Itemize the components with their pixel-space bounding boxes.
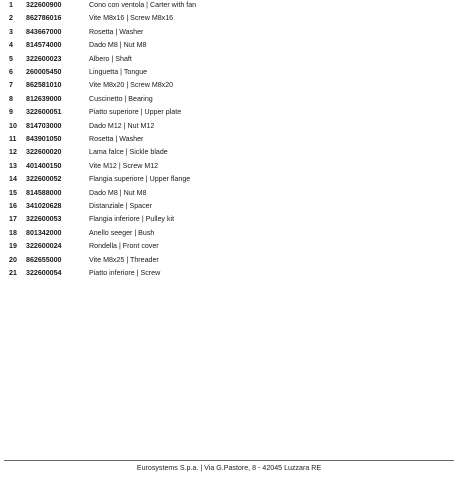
part-description: Piatto superiore | Upper plate — [89, 108, 182, 117]
part-number: 16 — [9, 202, 17, 210]
part-number: 2 — [9, 14, 13, 23]
part-number: 3 — [9, 27, 13, 36]
part-number: 19 — [9, 242, 17, 251]
part-description: Flangia inferiore | Pulley kit — [89, 215, 175, 224]
part-number: 6 — [9, 68, 13, 76]
footer-divider — [4, 460, 454, 461]
footer-company-address: Eurosystems S.p.a. | Via G.Pastore, 8 - 42045 Luzzara RE — [136, 464, 322, 472]
part-description: Distanziale | Spacer — [89, 202, 152, 210]
part-description: Dado M12 | Nut M12 — [89, 121, 155, 130]
part-code: 322600900 — [26, 1, 62, 9]
part-code: 322600054 — [26, 269, 62, 277]
part-description: Dado M8 | Nut M8 — [89, 41, 147, 50]
part-code: 862581010 — [26, 81, 62, 90]
part-description: Rondella | Front cover — [89, 242, 159, 251]
part-code: 814574000 — [26, 41, 62, 50]
part-description: Flangia superiore | Upper flange — [89, 175, 191, 184]
part-number: 7 — [9, 81, 13, 90]
part-description: Vite M8x16 | Screw M8x16 — [89, 14, 174, 23]
part-description: Vite M8x25 | Threader — [89, 255, 159, 264]
part-code: 322600053 — [26, 215, 62, 224]
part-description: Cono con ventola | Carter with fan — [89, 1, 197, 9]
part-number: 17 — [9, 215, 17, 224]
part-number: 5 — [9, 54, 13, 63]
part-description: Cuscinetto | Bearing — [89, 94, 153, 103]
part-code: 322600023 — [26, 54, 62, 63]
part-code: 401400150 — [26, 161, 62, 170]
part-code: 814703000 — [26, 121, 62, 130]
part-code: 322600020 — [26, 148, 62, 157]
part-number: 15 — [9, 188, 17, 197]
part-code: 843667000 — [26, 27, 62, 36]
part-number: 20 — [9, 255, 17, 264]
part-description: Rosetta | Washer — [89, 27, 144, 36]
part-code: 322600024 — [26, 242, 62, 251]
part-description: Albero | Shaft — [89, 54, 132, 63]
part-code: 812639000 — [26, 94, 62, 103]
part-number: 11 — [9, 135, 17, 143]
part-description: Anello seeger | Bush — [89, 228, 155, 237]
part-code: 843901050 — [26, 135, 62, 143]
part-code: 260005450 — [26, 68, 62, 76]
part-code: 341020628 — [26, 202, 62, 210]
part-description: Vite M12 | Screw M12 — [89, 161, 159, 170]
part-number: 10 — [9, 121, 17, 130]
part-code: 814588000 — [26, 188, 62, 197]
part-code: 322600052 — [26, 175, 62, 184]
part-number: 12 — [9, 148, 17, 157]
part-code: 801342000 — [26, 228, 62, 237]
part-description: Rosetta | Washer — [89, 135, 144, 143]
part-number: 18 — [9, 228, 17, 237]
part-description: Dado M8 | Nut M8 — [89, 188, 147, 197]
part-number: 4 — [9, 41, 13, 50]
part-description: Lama falce | Sickle blade — [89, 148, 168, 157]
part-number: 21 — [9, 269, 17, 277]
part-number: 1 — [9, 1, 13, 9]
part-code: 862786016 — [26, 14, 62, 23]
part-code: 862655000 — [26, 255, 62, 264]
part-description: Linguetta | Tongue — [89, 68, 148, 76]
part-description: Piatto inferiore | Screw — [89, 269, 161, 277]
part-number: 8 — [9, 94, 13, 103]
part-code: 322600051 — [26, 108, 62, 117]
part-number: 9 — [9, 108, 13, 117]
part-description: Vite M8x20 | Screw M8x20 — [89, 81, 174, 90]
part-number: 14 — [9, 175, 17, 184]
part-number: 13 — [9, 161, 17, 170]
